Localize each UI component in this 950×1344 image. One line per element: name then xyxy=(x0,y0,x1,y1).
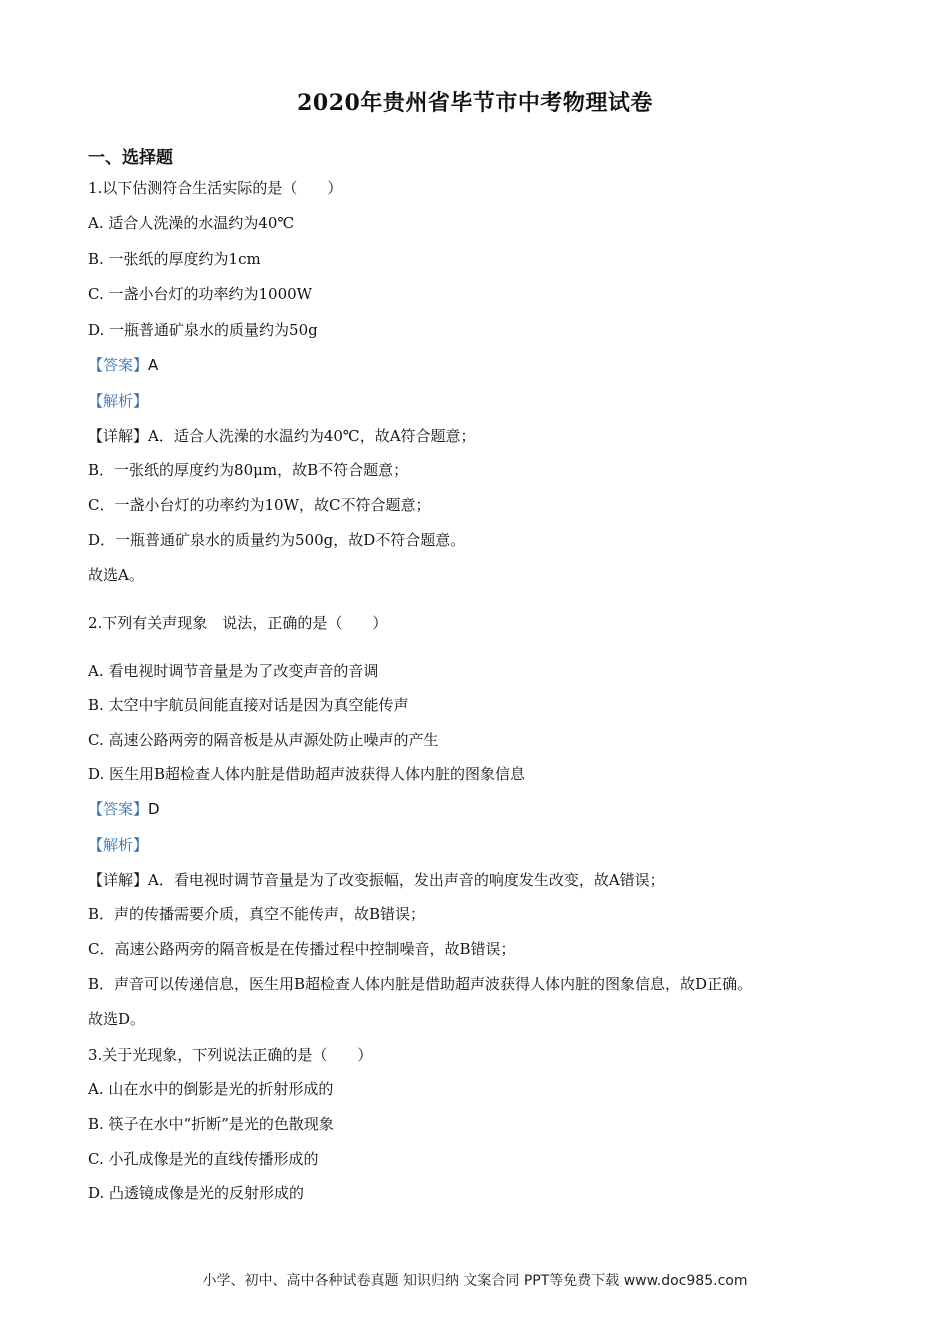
q1-answer xyxy=(88,355,158,375)
q2-conclusion: 故选D。 xyxy=(88,1010,146,1028)
page-footer: 小学、初中、高中各种试卷真题 知识归纳 文案合同 PPT等免费下载 www.doc985.com xyxy=(202,1273,748,1289)
q2-option-b: B. 太空中宇航员间能直接对话是因为真空能传声 xyxy=(88,696,409,714)
q2-stem: 2.下列有关声现象 说法，正确的是（ ） xyxy=(88,614,388,632)
q1-option-c: C. 一盏小台灯的功率约为1000W xyxy=(88,285,313,303)
q2-detail-4: B．声音可以传递信息，医生用B超检查人体内脏是借助超声波获得人体内脏的图象信息，故D正确。 xyxy=(88,975,753,993)
q2-detail-1 xyxy=(88,870,665,890)
answer-tag: 【答案】 xyxy=(88,800,149,818)
q1-analysis-tag: 【解析】 xyxy=(88,392,149,410)
q1-conclusion: 故选A。 xyxy=(88,566,144,584)
q1-option-a: A. 适合人洗澡的水温约为40℃ xyxy=(88,214,295,232)
answer-tag: 【答案】 xyxy=(88,356,149,374)
detail-text: A．看电视时调节音量是为了改变振幅，发出声音的响度发生改变，故A错误； xyxy=(148,871,665,889)
q3-stem: 3.关于光现象，下列说法正确的是（ ） xyxy=(88,1046,373,1064)
page-title: 2020年贵州省毕节市中考物理试卷 xyxy=(297,90,653,116)
q2-option-c: C. 高速公路两旁的隔音板是从声源处防止噪声的产生 xyxy=(88,731,439,749)
answer-value: D xyxy=(148,800,160,818)
q2-analysis-tag: 【解析】 xyxy=(88,836,149,854)
q1-option-d: D. 一瓶普通矿泉水的质量约为50g xyxy=(88,321,318,339)
q2-detail-3: C．高速公路两旁的隔音板是在传播过程中控制噪音，故B错误； xyxy=(88,940,516,958)
q3-option-b: B. 筷子在水中“折断”是光的色散现象 xyxy=(88,1115,334,1133)
q2-detail-2: B．声的传播需要介质，真空不能传声，故B错误； xyxy=(88,905,426,923)
q1-detail-1 xyxy=(88,426,476,446)
detail-tag: 【详解】 xyxy=(88,871,149,889)
q3-option-a: A. 山在水中的倒影是光的折射形成的 xyxy=(88,1080,334,1098)
q3-option-d: D. 凸透镜成像是光的反射形成的 xyxy=(88,1184,305,1202)
q1-detail-4: D．一瓶普通矿泉水的质量约为500g，故D不符合题意。 xyxy=(88,531,466,549)
q1-detail-2: B．一张纸的厚度约为80μm，故B不符合题意； xyxy=(88,461,409,479)
q2-option-a: A. 看电视时调节音量是为了改变声音的音调 xyxy=(88,662,379,680)
q1-option-b: B. 一张纸的厚度约为1cm xyxy=(88,250,261,268)
q2-answer xyxy=(88,799,160,819)
section-heading: 一、选择题 xyxy=(88,148,173,168)
answer-value: A xyxy=(148,356,159,374)
q1-detail-3: C．一盏小台灯的功率约为10W，故C不符合题意； xyxy=(88,496,431,514)
q3-option-c: C. 小孔成像是光的直线传播形成的 xyxy=(88,1150,319,1168)
detail-text: A．适合人洗澡的水温约为40℃，故A符合题意； xyxy=(148,427,476,445)
q2-option-d: D. 医生用B超检查人体内脏是借助超声波获得人体内脏的图象信息 xyxy=(88,765,526,783)
q1-stem: 1.以下估测符合生活实际的是（ ） xyxy=(88,179,343,197)
detail-tag: 【详解】 xyxy=(88,427,149,445)
